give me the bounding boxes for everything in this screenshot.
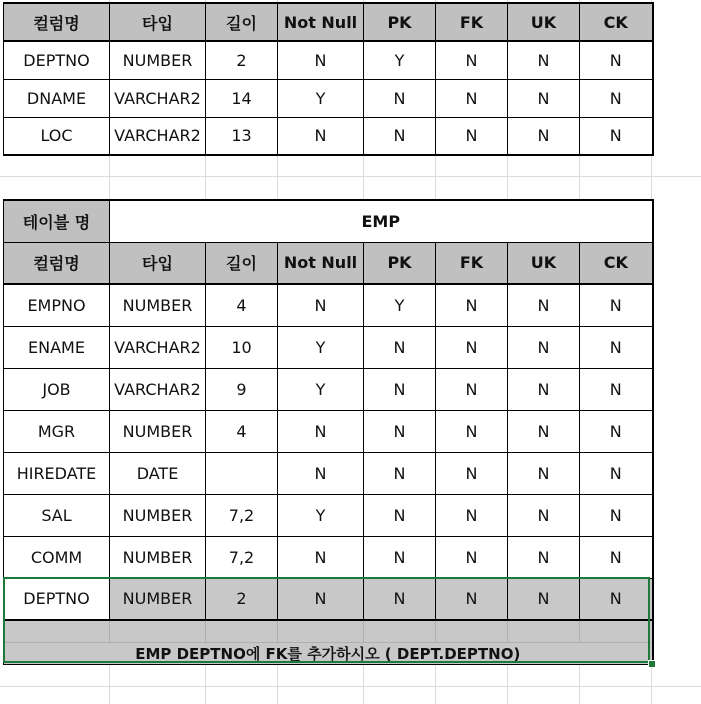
cell[interactable]: 2 xyxy=(206,578,278,620)
cell[interactable]: N xyxy=(508,452,580,494)
cell[interactable]: DATE xyxy=(110,452,206,494)
cell[interactable]: N xyxy=(580,326,653,368)
cell[interactable]: N xyxy=(580,117,653,155)
table-row xyxy=(4,410,653,452)
table-row-selected xyxy=(4,578,653,620)
table-row xyxy=(4,117,653,155)
cell[interactable]: 2 xyxy=(206,41,278,79)
cell[interactable]: N xyxy=(278,536,364,578)
cell[interactable]: N xyxy=(508,578,580,620)
cell[interactable]: N xyxy=(436,326,508,368)
gridline xyxy=(0,176,701,177)
cell[interactable]: VARCHAR2 xyxy=(110,368,206,410)
cell[interactable]: NUMBER xyxy=(110,41,206,79)
cell[interactable]: N xyxy=(580,578,653,620)
cell[interactable]: N xyxy=(580,41,653,79)
cell[interactable]: NUMBER xyxy=(110,494,206,536)
cell[interactable]: DNAME xyxy=(4,79,110,117)
table-row xyxy=(4,368,653,410)
emp-table xyxy=(3,199,654,665)
cell[interactable]: N xyxy=(364,79,436,117)
cell[interactable]: NUMBER xyxy=(110,410,206,452)
table-row xyxy=(4,452,653,494)
table-name-row xyxy=(4,200,653,242)
cell[interactable]: JOB xyxy=(4,368,110,410)
header-cell[interactable]: CK xyxy=(580,3,653,41)
cell[interactable]: COMM xyxy=(4,536,110,578)
header-cell[interactable]: PK xyxy=(364,242,436,284)
cell[interactable]: N xyxy=(508,536,580,578)
cell[interactable]: 9 xyxy=(206,368,278,410)
cell[interactable]: N xyxy=(508,117,580,155)
cell[interactable]: N xyxy=(508,41,580,79)
table-name-label[interactable]: 테이블 명 xyxy=(4,200,110,242)
dept-table xyxy=(3,2,654,156)
cell[interactable]: N xyxy=(364,536,436,578)
cell[interactable]: N xyxy=(278,452,364,494)
cell[interactable]: VARCHAR2 xyxy=(110,117,206,155)
cell[interactable]: VARCHAR2 xyxy=(110,79,206,117)
cell[interactable]: N xyxy=(508,326,580,368)
cell[interactable]: N xyxy=(364,452,436,494)
cell[interactable]: N xyxy=(436,368,508,410)
cell[interactable]: NUMBER xyxy=(110,284,206,326)
cell[interactable]: Y xyxy=(278,494,364,536)
cell[interactable]: N xyxy=(364,410,436,452)
header-cell[interactable]: FK xyxy=(436,242,508,284)
blank-cell[interactable] xyxy=(278,620,364,642)
cell[interactable]: EMPNO xyxy=(4,284,110,326)
cell[interactable]: DEPTNO xyxy=(4,41,110,79)
dept-header-row xyxy=(4,3,653,41)
cell[interactable]: Y xyxy=(278,79,364,117)
gridline xyxy=(0,686,701,687)
cell[interactable]: 4 xyxy=(206,410,278,452)
header-cell[interactable]: 타입 xyxy=(110,3,206,41)
cell[interactable]: Y xyxy=(278,368,364,410)
cell[interactable]: N xyxy=(436,578,508,620)
blank-cell[interactable] xyxy=(364,620,436,642)
blank-cell[interactable] xyxy=(206,620,278,642)
cell[interactable]: Y xyxy=(364,41,436,79)
header-cell[interactable]: UK xyxy=(508,242,580,284)
header-cell[interactable]: 컬럼명 xyxy=(4,3,110,41)
cell[interactable]: N xyxy=(580,79,653,117)
instruction-note[interactable]: EMP DEPTNO에 FK를 추가하시오 ( DEPT.DEPTNO) xyxy=(4,642,653,664)
blank-cell[interactable] xyxy=(436,620,508,642)
cell[interactable]: Y xyxy=(364,284,436,326)
table-name-value[interactable]: EMP xyxy=(110,200,653,242)
cell[interactable]: N xyxy=(278,578,364,620)
cell[interactable]: N xyxy=(278,117,364,155)
cell[interactable]: ENAME xyxy=(4,326,110,368)
table-row xyxy=(4,284,653,326)
cell[interactable]: N xyxy=(278,410,364,452)
header-cell[interactable]: 길이 xyxy=(206,3,278,41)
cell[interactable]: 7,2 xyxy=(206,494,278,536)
cell[interactable]: N xyxy=(580,536,653,578)
header-cell[interactable]: Not Null xyxy=(278,242,364,284)
fill-handle[interactable] xyxy=(648,660,656,668)
cell[interactable]: NUMBER xyxy=(110,536,206,578)
cell[interactable] xyxy=(206,452,278,494)
cell[interactable]: 14 xyxy=(206,79,278,117)
cell[interactable]: DEPTNO xyxy=(4,578,110,620)
blank-cell[interactable] xyxy=(110,620,206,642)
cell[interactable]: N xyxy=(278,41,364,79)
cell[interactable]: N xyxy=(508,494,580,536)
header-cell[interactable]: 타입 xyxy=(110,242,206,284)
cell[interactable]: N xyxy=(580,452,653,494)
cell[interactable]: N xyxy=(436,284,508,326)
cell[interactable]: N xyxy=(580,494,653,536)
cell[interactable]: N xyxy=(508,284,580,326)
cell[interactable]: N xyxy=(580,284,653,326)
cell[interactable]: 10 xyxy=(206,326,278,368)
cell[interactable]: N xyxy=(508,368,580,410)
header-cell[interactable]: 길이 xyxy=(206,242,278,284)
cell[interactable]: VARCHAR2 xyxy=(110,326,206,368)
cell[interactable]: N xyxy=(436,536,508,578)
cell[interactable]: 13 xyxy=(206,117,278,155)
table-row xyxy=(4,79,653,117)
blank-cell[interactable] xyxy=(508,620,580,642)
cell[interactable]: N xyxy=(436,494,508,536)
cell[interactable]: N xyxy=(580,410,653,452)
cell[interactable]: N xyxy=(580,368,653,410)
header-cell[interactable]: PK xyxy=(364,3,436,41)
cell[interactable]: N xyxy=(508,79,580,117)
table-row xyxy=(4,536,653,578)
header-cell[interactable]: UK xyxy=(508,3,580,41)
cell[interactable]: N xyxy=(364,117,436,155)
cell[interactable]: Y xyxy=(278,326,364,368)
cell[interactable]: 4 xyxy=(206,284,278,326)
cell[interactable]: HIREDATE xyxy=(4,452,110,494)
table-row xyxy=(4,326,653,368)
cell[interactable]: N xyxy=(436,79,508,117)
header-cell[interactable]: CK xyxy=(580,242,653,284)
cell[interactable]: N xyxy=(364,494,436,536)
cell[interactable]: N xyxy=(436,410,508,452)
table-row xyxy=(4,41,653,79)
blank-cell[interactable] xyxy=(4,620,110,642)
cell[interactable]: N xyxy=(436,41,508,79)
cell[interactable]: N xyxy=(508,410,580,452)
cell[interactable]: N xyxy=(364,326,436,368)
blank-row xyxy=(4,620,653,642)
header-cell[interactable]: Not Null xyxy=(278,3,364,41)
cell[interactable]: LOC xyxy=(4,117,110,155)
cell[interactable]: NUMBER xyxy=(110,578,206,620)
cell[interactable]: N xyxy=(436,452,508,494)
cell[interactable]: N xyxy=(436,117,508,155)
cell[interactable]: 7,2 xyxy=(206,536,278,578)
table-row xyxy=(4,494,653,536)
cell[interactable]: N xyxy=(278,284,364,326)
emp-header-row xyxy=(4,242,653,284)
header-cell[interactable]: 컬럼명 xyxy=(4,242,110,284)
cell[interactable]: MGR xyxy=(4,410,110,452)
cell[interactable]: N xyxy=(364,368,436,410)
cell[interactable]: SAL xyxy=(4,494,110,536)
cell[interactable]: N xyxy=(364,578,436,620)
note-row xyxy=(4,642,653,664)
blank-cell[interactable] xyxy=(580,620,653,642)
header-cell[interactable]: FK xyxy=(436,3,508,41)
